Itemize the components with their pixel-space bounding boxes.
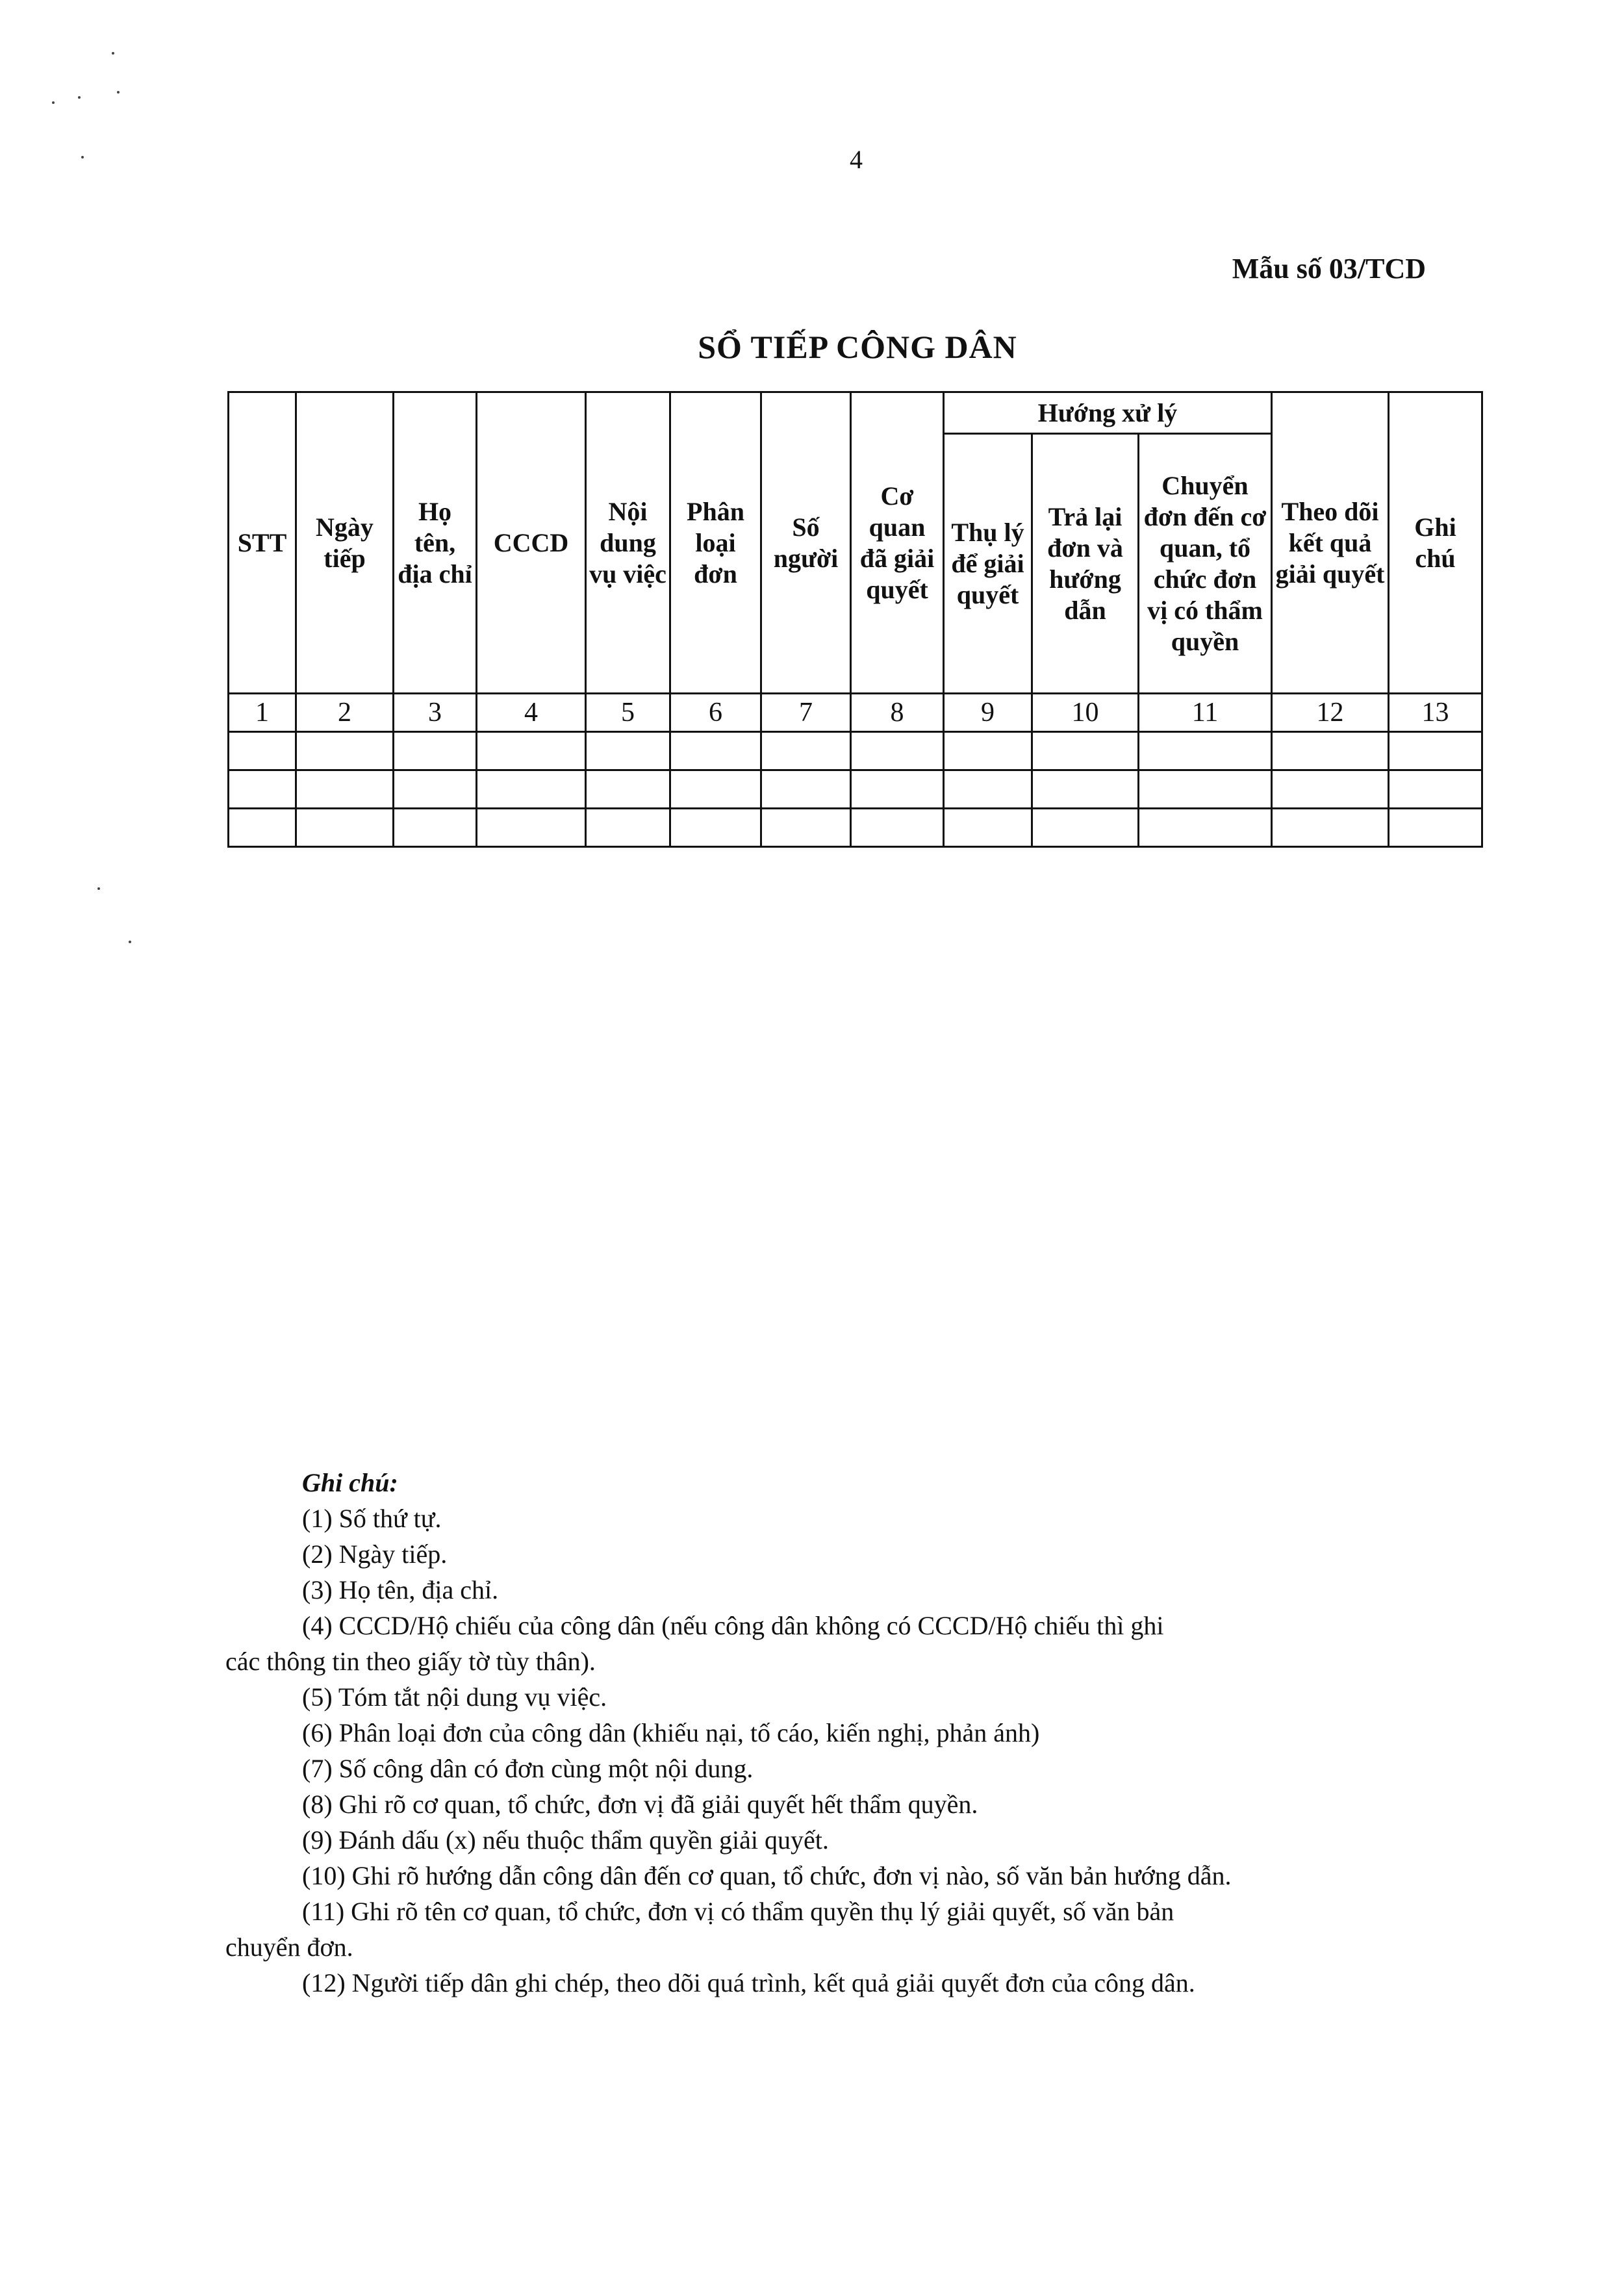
note-item: (10) Ghi rõ hướng dẫn công dân đến cơ quan, tổ chức, đơn vị nào, số văn bản hướng dẫn. xyxy=(302,1861,1232,1890)
column-number: 2 xyxy=(296,694,394,732)
document-title: SỔ TIẾP CÔNG DÂN xyxy=(698,329,1017,365)
note-line: các thông tin theo giấy tờ tùy thân). xyxy=(225,1647,596,1676)
scan-speck xyxy=(81,156,84,158)
note-line: (11) Ghi rõ tên cơ quan, tổ chức, đơn vị có thẩm quyền thụ lý giải quyết, số văn bản xyxy=(302,1897,1174,1926)
column-number: 12 xyxy=(1272,694,1389,732)
col-header-stt: STT xyxy=(229,392,296,694)
column-number: 9 xyxy=(944,694,1032,732)
col-header-transfer: Chuyển đơn đến cơ quan, tổ chức đơn vị có thẩm quyền xyxy=(1139,434,1272,694)
col-header-resolving-agency: Cơ quan đã giải quyết xyxy=(851,392,944,694)
notes-section xyxy=(225,1465,1458,2001)
page-number: 4 xyxy=(850,145,863,174)
column-number: 13 xyxy=(1389,694,1482,732)
note-item: (9) Đánh dấu (x) nếu thuộc thẩm quyền giải quyết. xyxy=(302,1825,829,1855)
col-header-case-content: Nội dung vụ việc xyxy=(586,392,670,694)
note-item: (5) Tóm tắt nội dung vụ việc. xyxy=(302,1682,607,1712)
table-row xyxy=(229,770,1482,809)
col-header-reception-date: Ngày tiếp xyxy=(296,392,394,694)
note-line: (4) CCCD/Hộ chiếu của công dân (nếu công dân không có CCCD/Hộ chiếu thì ghi xyxy=(302,1611,1164,1640)
table-row xyxy=(229,732,1482,770)
col-header-classification: Phân loại đơn xyxy=(670,392,761,694)
column-number: 1 xyxy=(229,694,296,732)
scan-speck xyxy=(129,941,131,943)
scan-speck xyxy=(97,887,100,890)
notes-title: Ghi chú: xyxy=(302,1468,398,1497)
col-header-notes: Ghi chú xyxy=(1389,392,1482,694)
col-header-follow-up: Theo dõi kết quả giải quyết xyxy=(1272,392,1389,694)
col-header-people-count: Số người xyxy=(761,392,851,694)
note-item: (7) Số công dân có đơn cùng một nội dung. xyxy=(302,1754,754,1783)
scan-speck xyxy=(78,96,81,99)
col-header-name-address: Họ tên, địa chỉ xyxy=(394,392,477,694)
scan-speck xyxy=(52,101,55,104)
col-header-accept: Thụ lý để giải quyết xyxy=(944,434,1032,694)
note-item xyxy=(225,1608,1458,1679)
note-item: (3) Họ tên, địa chỉ. xyxy=(302,1575,499,1604)
scan-speck xyxy=(117,91,120,94)
note-item xyxy=(225,1894,1458,1965)
col-header-cccd: CCCD xyxy=(477,392,586,694)
column-number: 6 xyxy=(670,694,761,732)
group-header-handling: Hướng xử lý xyxy=(944,392,1272,434)
citizen-reception-table xyxy=(227,391,1483,848)
scan-speck xyxy=(112,52,114,55)
column-number: 3 xyxy=(394,694,477,732)
note-item: (2) Ngày tiếp. xyxy=(302,1539,448,1569)
form-code: Mẫu số 03/TCD xyxy=(1232,253,1426,285)
col-header-return-guide: Trả lại đơn và hướng dẫn xyxy=(1032,434,1139,694)
table-row xyxy=(229,809,1482,847)
note-item: (8) Ghi rõ cơ quan, tổ chức, đơn vị đã giải quyết hết thẩm quyền. xyxy=(302,1790,978,1819)
note-item: (1) Số thứ tự. xyxy=(302,1504,442,1533)
note-line: chuyển đơn. xyxy=(225,1932,353,1962)
note-item: (12) Người tiếp dân ghi chép, theo dõi quá trình, kết quả giải quyết đơn của công dân. xyxy=(302,1968,1195,1997)
column-number: 5 xyxy=(586,694,670,732)
column-number: 10 xyxy=(1032,694,1139,732)
column-number: 4 xyxy=(477,694,586,732)
column-number: 8 xyxy=(851,694,944,732)
column-number: 7 xyxy=(761,694,851,732)
note-item: (6) Phân loại đơn của công dân (khiếu nại, tố cáo, kiến nghị, phản ánh) xyxy=(302,1718,1040,1747)
column-number-row xyxy=(229,694,1482,732)
column-number: 11 xyxy=(1139,694,1272,732)
